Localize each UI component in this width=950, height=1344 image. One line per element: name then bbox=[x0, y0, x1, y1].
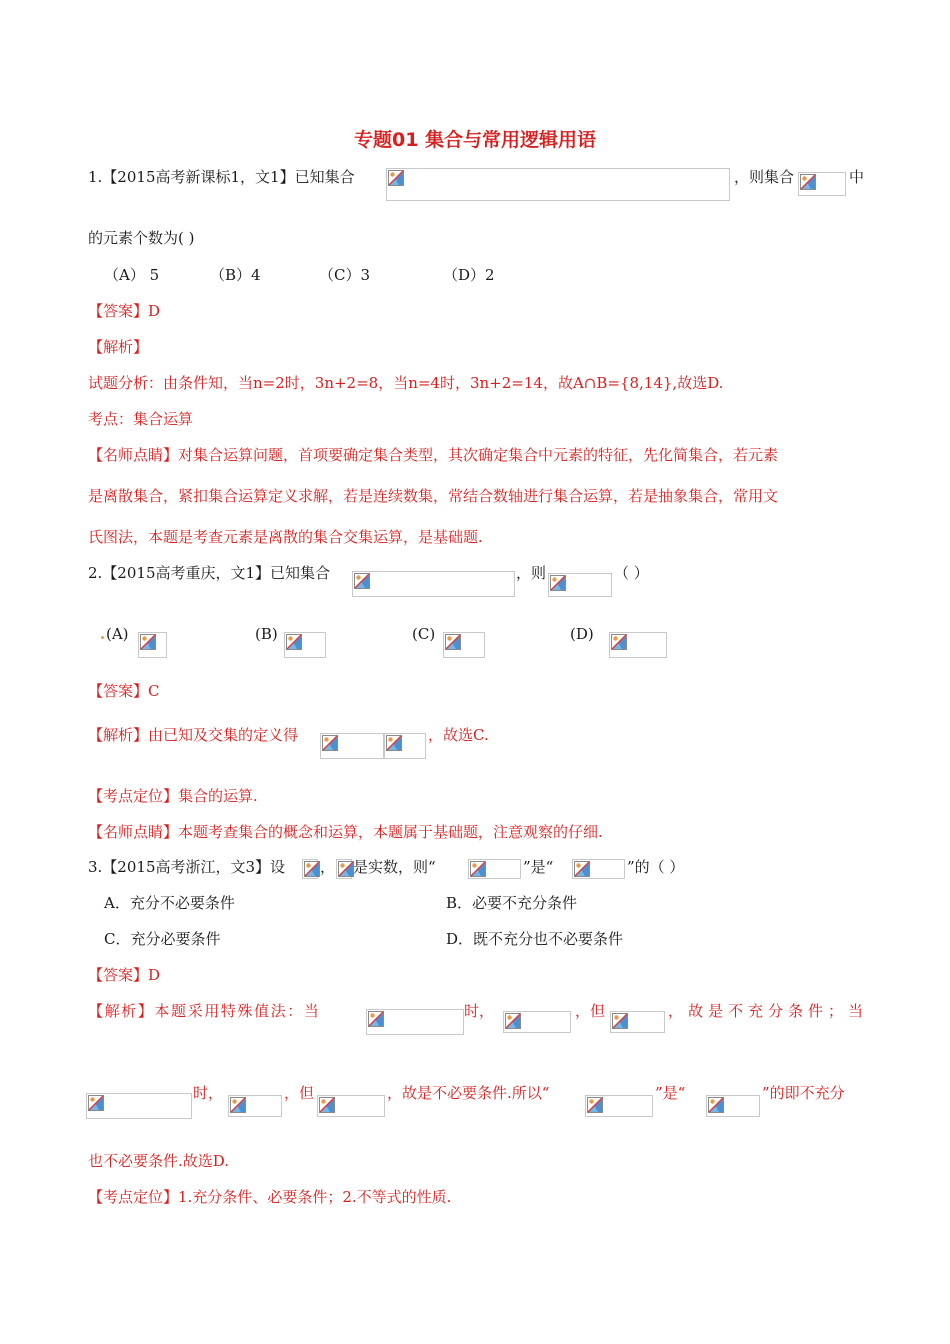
formula-image bbox=[572, 859, 625, 879]
q1-option-b: （B）4 bbox=[210, 266, 261, 284]
q2-stem-a: 2.【2015高考重庆，文1】已知集合 bbox=[88, 564, 331, 582]
q3-analysis-b2: 时， bbox=[193, 1084, 224, 1102]
q1-kaodian: 考点：集合运算 bbox=[88, 410, 194, 428]
q3-analysis-b5: ”是“ bbox=[655, 1084, 686, 1102]
q3-option-c: C．充分必要条件 bbox=[104, 930, 221, 948]
q2-kaodian-dingwei: 【考点定位】集合的运算. bbox=[88, 787, 258, 805]
broken-image-icon bbox=[587, 1097, 603, 1113]
formula-image bbox=[317, 1095, 385, 1117]
q1-stem-c: 中 bbox=[849, 168, 865, 186]
q2-option-d: (D) bbox=[570, 625, 594, 643]
stray-dot bbox=[101, 636, 104, 639]
q2-stem-c: （ ） bbox=[614, 564, 649, 582]
formula-image bbox=[86, 1093, 192, 1119]
formula-image bbox=[585, 1095, 653, 1117]
q1-stem-a: 1.【2015高考新课标1，文1】已知集合 bbox=[88, 168, 355, 186]
q3-analysis-a1: 【解析】本题采用特殊值法：当 bbox=[88, 1002, 321, 1020]
formula-image bbox=[503, 1011, 571, 1033]
q1-mingshi-line2: 是离散集合，紧扣集合运算定义求解，若是连续数集，常结合数轴进行集合运算，若是抽象集合，常用文 bbox=[88, 487, 779, 505]
formula-image bbox=[468, 859, 521, 879]
formula-image bbox=[386, 168, 730, 201]
q3-analysis-b6: ”的即不充分 bbox=[762, 1084, 845, 1102]
formula-image bbox=[366, 1009, 464, 1035]
q1-analysis-label: 【解析】 bbox=[88, 338, 149, 356]
broken-image-icon bbox=[322, 735, 338, 751]
q1-answer: 【答案】D bbox=[88, 302, 161, 320]
broken-image-icon bbox=[140, 634, 156, 650]
q2-analysis-b: ，故选C. bbox=[428, 726, 489, 744]
q2-option-b: (B) bbox=[255, 625, 278, 643]
broken-image-icon bbox=[354, 573, 370, 589]
q3-stem-b: ， bbox=[320, 858, 336, 876]
q1-option-d: （D）2 bbox=[443, 266, 495, 284]
q2-stem-b: ，则 bbox=[516, 564, 547, 582]
broken-image-icon bbox=[445, 634, 461, 650]
formula-image bbox=[798, 172, 846, 196]
q2-mingshi: 【名师点睛】本题考查集合的概念和运算，本题属于基础题，注意观察的仔细. bbox=[88, 823, 603, 841]
broken-image-icon bbox=[88, 1095, 104, 1111]
q2-analysis-a: 【解析】由已知及交集的定义得 bbox=[88, 726, 299, 744]
q1-mingshi-line1: 【名师点睛】对集合运算问题，首项要确定集合类型，其次确定集合中元素的特征，先化简集合，若元素 bbox=[88, 446, 779, 464]
formula-image bbox=[302, 859, 318, 879]
formula-image bbox=[706, 1095, 760, 1117]
q3-stem-e: ”的（ ） bbox=[627, 858, 685, 876]
broken-image-icon bbox=[319, 1097, 335, 1113]
broken-image-icon bbox=[505, 1013, 521, 1029]
q3-analysis-a3: ，但 bbox=[575, 1002, 606, 1020]
broken-image-icon bbox=[708, 1097, 724, 1113]
formula-image bbox=[443, 632, 485, 658]
broken-image-icon bbox=[612, 1013, 628, 1029]
q1-stem-b: ，则集合 bbox=[734, 168, 795, 186]
formula-image bbox=[610, 1011, 665, 1033]
q3-stem-d: ”是“ bbox=[523, 858, 554, 876]
q2-answer: 【答案】C bbox=[88, 682, 160, 700]
broken-image-icon bbox=[470, 861, 486, 877]
page-title: 专题01 集合与常用逻辑用语 bbox=[353, 129, 597, 151]
q2-option-c: (C) bbox=[412, 625, 436, 643]
q1-option-c: （C）3 bbox=[319, 266, 371, 284]
q3-answer: 【答案】D bbox=[88, 966, 161, 984]
broken-image-icon bbox=[550, 575, 566, 591]
formula-image bbox=[384, 733, 426, 759]
q3-option-d: D．既不充分也不必要条件 bbox=[446, 930, 624, 948]
formula-image bbox=[609, 632, 667, 658]
q3-option-b: B．必要不充分条件 bbox=[446, 894, 578, 912]
q3-stem-a: 3.【2015高考浙江，文3】设 bbox=[88, 858, 286, 876]
broken-image-icon bbox=[286, 634, 302, 650]
q1-mingshi-line3: 氏图法，本题是考查元素是离散的集合交集运算，是基础题. bbox=[88, 528, 483, 546]
broken-image-icon bbox=[230, 1097, 246, 1113]
broken-image-icon bbox=[304, 861, 320, 877]
formula-image bbox=[548, 573, 612, 597]
q3-analysis-b4: ，故是不必要条件.所以“ bbox=[387, 1084, 550, 1102]
formula-image bbox=[336, 859, 352, 879]
q1-analysis: 试题分析：由条件知，当n=2时，3n+2=8，当n=4时，3n+2=14，故A∩B={8,14},故选D. bbox=[88, 374, 724, 392]
q1-stem-d: 的元素个数为( ) bbox=[88, 229, 195, 247]
q3-analysis-a2: 时， bbox=[464, 1002, 495, 1020]
formula-image bbox=[138, 632, 167, 658]
q3-analysis-a4: ，故是不充分条件；当 bbox=[668, 1002, 869, 1020]
formula-image bbox=[320, 733, 384, 759]
q3-stem-c: 是实数，则“ bbox=[353, 858, 436, 876]
formula-image bbox=[284, 632, 326, 658]
q3-kaodian-dingwei: 【考点定位】1.充分条件、必要条件；2.不等式的性质. bbox=[88, 1188, 452, 1206]
q3-option-a: A．充分不必要条件 bbox=[104, 894, 235, 912]
broken-image-icon bbox=[386, 735, 402, 751]
formula-image bbox=[352, 571, 515, 597]
broken-image-icon bbox=[611, 634, 627, 650]
q1-option-a: （A） 5 bbox=[104, 266, 160, 284]
broken-image-icon bbox=[338, 861, 354, 877]
q2-option-a: (A) bbox=[106, 625, 129, 643]
broken-image-icon bbox=[388, 170, 404, 186]
q3-analysis-c1: 也不必要条件.故选D. bbox=[88, 1152, 230, 1170]
q3-analysis-b3: ，但 bbox=[284, 1084, 315, 1102]
formula-image bbox=[228, 1095, 282, 1117]
broken-image-icon bbox=[368, 1011, 384, 1027]
broken-image-icon bbox=[574, 861, 590, 877]
broken-image-icon bbox=[800, 174, 816, 190]
